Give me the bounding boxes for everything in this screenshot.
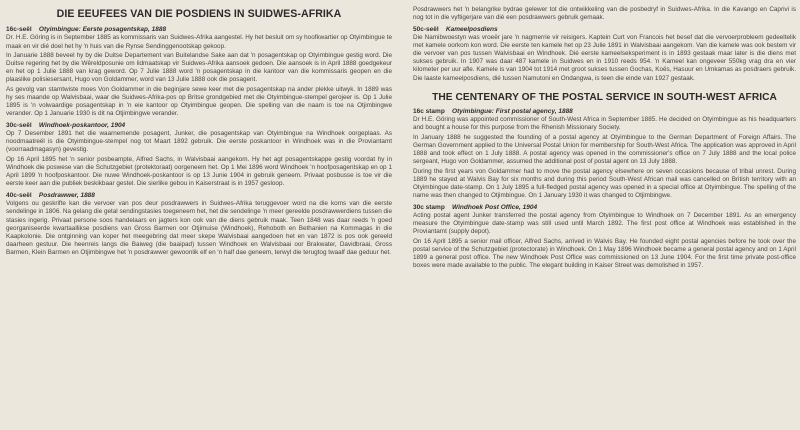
afrikaans-section-30c (6, 122, 392, 189)
section-title: Otyimbingue: First postal agency, 1888 (452, 107, 573, 115)
paragraph: Volgens ou geskrifte kan die vervoer van pos deur posdrawwers in Suidwes-Afrika teruggevoer word na die koms van die eerste sendelinge in 1806. Na gelang die getal sendingstasies toegeneem het, het die sendelinge 'n meer gereelde posdrawwerdiens tussen die stasies ingerig. Privaat persone soos handelaars en jagters kon ook van die diens gebruik maak. Teen 1848 was daar reeds 'n goed georganiseerde kwartaallikse posdiens van Gross Barmen oor Otjimuise (Windhoek), Rehoboth en Bethanien na Kommagas in die Kaapkolonie. Die ontginning van koper het meegebring dat meer skepe Walvisbaai aangedoen het en van 1872 is pos ook gereeld daarheen gestuur. Die heenreis langs die Baiweg (die baaipad) tussen Windhoek en Walvisbaai oor Brakwater, Davidbraai, Gross Barmen, Klein Barmen en Otjimbingwe het 'n posdrawwer gewoonlik elf en 'n half dae geneem, terwyl die terugtog twaalf dae geduur het. (6, 200, 392, 256)
stamp-label: 30c stamp (413, 203, 445, 211)
stamp-label: 16c stamp (413, 107, 445, 115)
afrikaans-section-50c (413, 26, 796, 83)
afrikaans-title: DIE EEUFEES VAN DIE POSDIENS IN SUIDWES-AFRIKA (56, 8, 342, 20)
section-heading (6, 122, 392, 130)
paragraph: Acting postal agent Junker transferred the postal agency from Otyimbingue to Windhoek on 7 December 1891. As an emergency measure the Otyimbingue date-stamp was still used until March 1892. The first post office at Windhoek was established in the Proviantamt (supply depot). (413, 211, 796, 236)
paragraph: Op 7 Desember 1891 het die waarnemende posagent, Junker, die posagentskap van Otyimbingue na Windhoek oorgeplaas. As noodmaatreël is die Otyimbingue-stempel nog tot Maart 1892 gebruik. Die eerste poskantoor in Windhoek was in die Proviantamt (voorraadmagasyn) gevestig. (6, 130, 392, 154)
right-column (413, 6, 796, 272)
section-title: Windhoek-poskantoor, 1904 (38, 121, 126, 129)
section-title: Windhoek Post Office, 1904 (452, 203, 538, 211)
stamp-label: 50c-seël (413, 25, 439, 33)
section-heading (413, 26, 796, 34)
section-title: Kameelposdiens (445, 25, 498, 33)
paragraph: In Januarie 1888 beveel hy by die Duitse Departement van Buitelandse Sake aan dat 'n posagentskap op Otyimbingue gestig word. Die Duitse regering het by die Wêreldposunie om lidmaatskap vir Suidwes-Afrika aansoek gedoen. Die aansoek is in April 1888 goedgekeur en het op 1 Julie 1888 van krag geword. Op 7 Julie 1888 word 'n posagentskap in die kantoor van die kommissaris geopen en die plaaslike polisiesersant, Hugo von Goldammer, word van 13 Julie 1888 ook die posagent. (6, 52, 392, 84)
afrikaans-section-40c (6, 192, 392, 257)
paragraph: Posdrawwers het 'n belangrike bydrae gelewer tot die ontwikkeling van die posbedryf in Suidwes-Afrika. In die Kavango en Caprivi is nog tot in die vyftigerjare van dié een posdrawwers gebruik gemaak. (413, 6, 796, 22)
paragraph: On 16 April 1895 a senior mail officer, Alfred Sachs, arrived in Walvis Bay. He founded eight postal agencies before he took over the postal service of the Schutzgebiet (protectorate) in Windhoek. On 1 May 1896 Windhoek became a general postal agency and on 1 April 1899 a general post office. The new Windhoek Post Office was commissioned on 13 June 1904. For the first time private post-office boxes were made available to the public. The elegant building in Kaiser Street was demolished in 1957. (413, 237, 796, 269)
section-title: Otyimbingue: Eerste posagentskap, 1888 (38, 26, 167, 33)
afrikaans-column (6, 6, 392, 258)
english-section-16c (413, 108, 796, 200)
stamp-label: 30c-seël (6, 121, 32, 129)
paragraph: During the first years von Goldammer had to move the postal agency elsewhere on seven occasions because of tribal unrest. During 1889 he stayed at Walvis Bay for six months and during this period South-West African mail was cancelled on British territory with an Otyimbingue date-stamp. On 1 July 1895 a full-fledged postal agency was opened in a special office at Otyimbingue. The spelling of the name was then changed to Otjimbingue. On 1 January 1930 it was changed to Otjimbingwe. (413, 167, 796, 199)
section-heading (6, 26, 392, 34)
paragraph: Op 16 April 1895 het 'n senior posbeampte, Alfred Sachs, in Walvisbaai aangekom. Hy het agt posagentskappe gestig voordat hy in Windhoek die poswese van die Schutzgebiet (protektoraat) oorgeneem het. Op 1 Mei 1896 word Windhoek 'n hoofposagentskap en op 1 April 1899 'n hoofposkantoor. Die nuwe Windhoek-poskantoor is op 13 Junie 1904 in gebruik geneem. Privaat posbusse is toe vir die eerste keer aan die publiek beskikbaar gestel. Die sierlike gebou in Kaiserstraat is in 1957 gesloop. (6, 156, 392, 188)
paragraph: Dr. H.E. Göring is in September 1885 as kommissaris van Suidwes-Afrika aangestel. Hy het besluit om sy hoofkwartier op Otyimbingue te maak en vir dié doel het hy 'n huis van die Rynse Sendinggenootskap gekoop. (6, 34, 392, 50)
section-heading (413, 108, 796, 116)
paragraph: In January 1888 he suggested the founding of a postal agency at Otyimbingue to the German Department of Foreign Affairs. The German Government applied to the Universal Postal Union for membership for South-West Africa. The application was approved in April 1888 and took effect on 1 July 1888. A postal agency was opened in the commissioner's office on 7 July 1888 and the local police sergeant, Hugo von Goldammer, assumed the additional post of postal agent on 13 July 1888. (413, 133, 796, 166)
section-heading (413, 204, 796, 212)
section-heading (6, 192, 392, 200)
english-title: THE CENTENARY OF THE POSTAL SERVICE IN SOUTH-WEST AFRICA (432, 91, 777, 103)
english-section-30c (413, 204, 796, 271)
section-title: Posdrawwer, 1888 (38, 191, 95, 199)
stamp-label: 16c-seël (6, 26, 32, 33)
stamp-label: 40c-seël (6, 191, 32, 199)
paragraph: Die Namibwoestyn was vroeër jare 'n nagmerrie vir reisigers. Kaptein Curt von Francois het besef dat die vervoerprobleem gedeeltelik met kamele oorkom kon word. Die eerste ten kamele het op 23 Julie 1891 in Walvisbaai aangekom. Van die kamele was ook bestem vir die vervoer van pos tussen Walvisbaai en Windhoek. Dié eerste kameelseksperiment is in 1893 gestaak maar later is die diens met sukses gebruik. In 1907 was daar 487 kamele in Suidwes en in 1910 reeds 954. 'n Kameel kan ongeveer 550kg vrag dra en vier kilometer per uur afle. Kamele is van 1904 tot 1914 met groot sukses tussen Gochas, Koës, Hasuur en Umkamas as posdraers gebruik. Die laaste kameelposdiens, dié tussen Namutoni en Ondangwa, is teen die einde van 1927 gestaak. (413, 34, 796, 82)
paragraph: As gevolg van stamtwiste moes Von Goldammer in die beginjare sewe keer met die posagentskap na ander plekke uitwyk. In 1889 was hy ses maande op Walvisbaai, waar die Suidwes-Afrika-pos op Britse grondgebied met die Otyimbingue-stempel gerojeer is. Op 1 Julie 1895 is 'n volwaardige posagentskap in 'n eie kantoor op Otyimbingue geopen. Die spelling van die naam is toe na Otjimbingwe verander. Op 1 Januarie 1930 is dit na Otjimbingwe verander. (6, 85, 392, 118)
afrikaans-section-16c (6, 26, 392, 118)
paragraph: Dr H.E. Göring was appointed commissioner of South-West Africa in September 1885. He decided on Otyimbingue as his headquarters and bought a house for this purpose from the Rhenish Missionary Society. (413, 116, 796, 132)
